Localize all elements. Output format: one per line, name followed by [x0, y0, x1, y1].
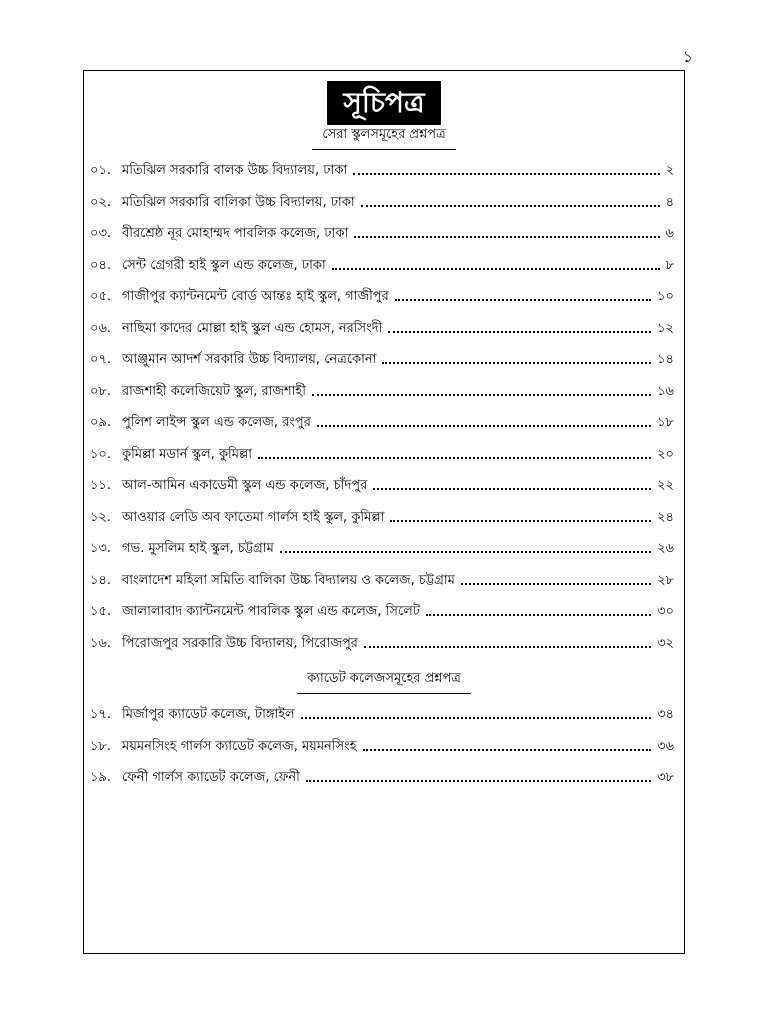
toc-entry-number: ১৪. [90, 572, 112, 588]
toc-entry-title: নাছিমা কাদের মোল্লা হাই স্কুল এন্ড হোমস, নরসিংদী [122, 320, 383, 336]
toc-dot-leader [461, 582, 651, 585]
toc-entry-page: ২৮ [657, 572, 674, 588]
toc-entry-page: ৩৮ [657, 770, 674, 785]
toc-entry-page: ২ [665, 163, 674, 178]
toc-entry-number: ১৮. [90, 738, 112, 754]
toc-entry-title: গভ. মুসলিম হাই স্কুল, চট্টগ্রাম [122, 541, 274, 556]
toc-entry [84, 193, 684, 213]
toc-entry-title: আওয়ার লেডি অব ফাতেমা গার্লস হাই স্কুল, কুমিল্লা [122, 509, 385, 525]
toc-dot-leader [390, 519, 651, 522]
toc-entry-number: ১৬. [90, 635, 112, 651]
toc-dot-leader [373, 487, 651, 490]
toc-entry-title: ময়মনসিংহ গার্লস ক্যাডেট কলেজ, ময়মনসিংহ [122, 738, 357, 754]
toc-entry-number: ১১. [90, 478, 112, 493]
page-title: সূচিপত্র [327, 81, 440, 125]
toc-entry-title: বাংলাদেশ মহিলা সমিতি বালিকা উচ্চ বিদ্যালয় ও কলেজ, চট্টগ্রাম [122, 572, 455, 588]
toc-entry-title: গাজীপুর ক্যান্টনমেন্ট বোর্ড আন্তঃ হাই স্কুল, গাজীপুর [122, 289, 389, 304]
toc-entry-title: আল-আমিন একাডেমী স্কুল এন্ড কলেজ, চাঁদপুর [122, 478, 368, 493]
toc-entry [84, 705, 684, 725]
toc-entry-title: আঞ্জুমান আদর্শ সরকারি উচ্চ বিদ্যালয়, নেত্রকোনা [122, 352, 377, 367]
toc-entry-title: বীরশ্রেষ্ঠ নূর মোহাম্মদ পাবলিক কলেজ, ঢাকা [122, 226, 349, 241]
toc-entry [84, 350, 684, 370]
toc-dot-leader [382, 361, 651, 364]
toc-dot-leader [363, 748, 651, 751]
toc-entry [84, 768, 684, 788]
toc-entry [84, 539, 684, 559]
toc-entry-page: ৩০ [657, 604, 674, 619]
toc-entry-number: ০৫. [90, 289, 112, 304]
toc-entry-title: মতিঝিল সরকারি বালিকা উচ্চ বিদ্যালয়, ঢাকা [122, 194, 355, 210]
toc-dot-leader [301, 716, 651, 719]
toc-entry-page: ১৬ [657, 383, 674, 399]
toc-entry [84, 382, 684, 402]
toc-entry-page: ২০ [657, 446, 674, 462]
toc-entry-page: ২৬ [657, 541, 674, 556]
toc-dot-leader [353, 172, 660, 175]
toc-entry-page: ৮ [665, 257, 674, 273]
toc-entry-number: ১০. [90, 446, 112, 462]
section-heading-schools [84, 123, 684, 150]
toc-entry [84, 445, 684, 465]
toc-entry-title: রাজশাহী কলেজিয়েট স্কুল, রাজশাহী [122, 383, 307, 399]
toc-entry-number: ০১. [90, 163, 112, 178]
toc-entry-title: মির্জাপুর ক্যাডেট কলেজ, টাঙ্গাইল [122, 707, 295, 722]
toc-dot-leader [312, 393, 651, 396]
toc-entry [84, 634, 684, 654]
toc-entry-title: মতিঝিল সরকারি বালক উচ্চ বিদ্যালয়, ঢাকা [122, 163, 348, 178]
toc-dot-leader [364, 645, 651, 648]
toc-entry-title: পিরোজপুর সরকারি উচ্চ বিদ্যালয়, পিরোজপুর [122, 635, 358, 651]
toc-entry-page: ১৮ [657, 415, 674, 430]
toc-dot-leader [258, 456, 651, 459]
toc-entry [84, 571, 684, 591]
toc-entry-page: ১২ [657, 320, 674, 336]
page-number: ১ [682, 47, 693, 66]
toc-entry-page: ৩২ [657, 635, 674, 651]
toc-entry-title: সেন্ট গ্রেগরী হাই স্কুল এন্ড কলেজ, ঢাকা [122, 257, 326, 273]
toc-entry-number: ১৭. [90, 707, 112, 722]
toc-entry-title: জালালাবাদ ক্যান্টনমেন্ট পাবলিক স্কুল এন্ড কলেজ, সিলেট [122, 604, 420, 619]
toc-entry-page: ২২ [657, 478, 674, 493]
toc-entry [84, 737, 684, 757]
toc-entry-number: ১৯. [90, 770, 112, 785]
toc-entry [84, 287, 684, 307]
toc-entry [84, 319, 684, 339]
toc-entry [84, 413, 684, 433]
toc-dot-leader [280, 550, 651, 553]
title-wrap [84, 81, 684, 125]
toc-entry-number: ০২. [90, 194, 112, 210]
toc-dot-leader [426, 613, 651, 616]
toc-entry-number: ১২. [90, 509, 112, 525]
toc-entry [84, 508, 684, 528]
toc-entry-page: ৩৪ [657, 707, 674, 722]
toc-entry-number: ০৩. [90, 226, 112, 241]
toc-dot-leader [354, 235, 660, 238]
toc-frame [83, 70, 685, 954]
toc-entry-page: ২৪ [657, 509, 674, 525]
toc-entry-page: ৪ [665, 194, 674, 210]
toc-entry [84, 476, 684, 496]
toc-entry-page: ৬ [665, 226, 674, 241]
toc-entry-page: ১০ [657, 289, 674, 304]
toc-entry-number: ০৬. [90, 320, 112, 336]
toc-entry-number: ০৮. [90, 383, 112, 399]
toc-entry-number: ০৯. [90, 415, 112, 430]
toc-entry-page: ১৪ [657, 352, 674, 367]
toc-entry-title: ফেনী গার্লস ক্যাডেট কলেজ, ফেনী [122, 770, 300, 785]
toc-entry-title: কুমিল্লা মডার্ন স্কুল, কুমিল্লা [122, 446, 252, 462]
toc-dot-leader [361, 204, 660, 207]
toc-entry-number: ১৩. [90, 541, 112, 556]
toc-entry [84, 161, 684, 181]
toc-entry [84, 602, 684, 622]
toc-entry [84, 256, 684, 276]
toc-entry-title: পুলিশ লাইন্স স্কুল এন্ড কলেজ, রংপুর [122, 415, 311, 430]
toc-dot-leader [388, 330, 651, 333]
section-heading-label: সেরা স্কুলসমূহের প্রশ্নপত্র [312, 125, 455, 150]
section-heading-label: ক্যাডেট কলেজসমূহের প্রশ্নপত্র [297, 669, 471, 694]
toc-dot-leader [306, 779, 651, 782]
toc-dot-leader [395, 298, 651, 301]
toc-dot-leader [317, 424, 651, 427]
toc-entry-number: ০৭. [90, 352, 112, 367]
toc-entry-page: ৩৬ [657, 738, 674, 754]
toc-dot-leader [332, 267, 660, 270]
toc-entry [84, 224, 684, 244]
toc-entry-number: ১৫. [90, 604, 112, 619]
section-heading-cadet [84, 667, 684, 694]
toc-entry-number: ০৪. [90, 257, 112, 273]
